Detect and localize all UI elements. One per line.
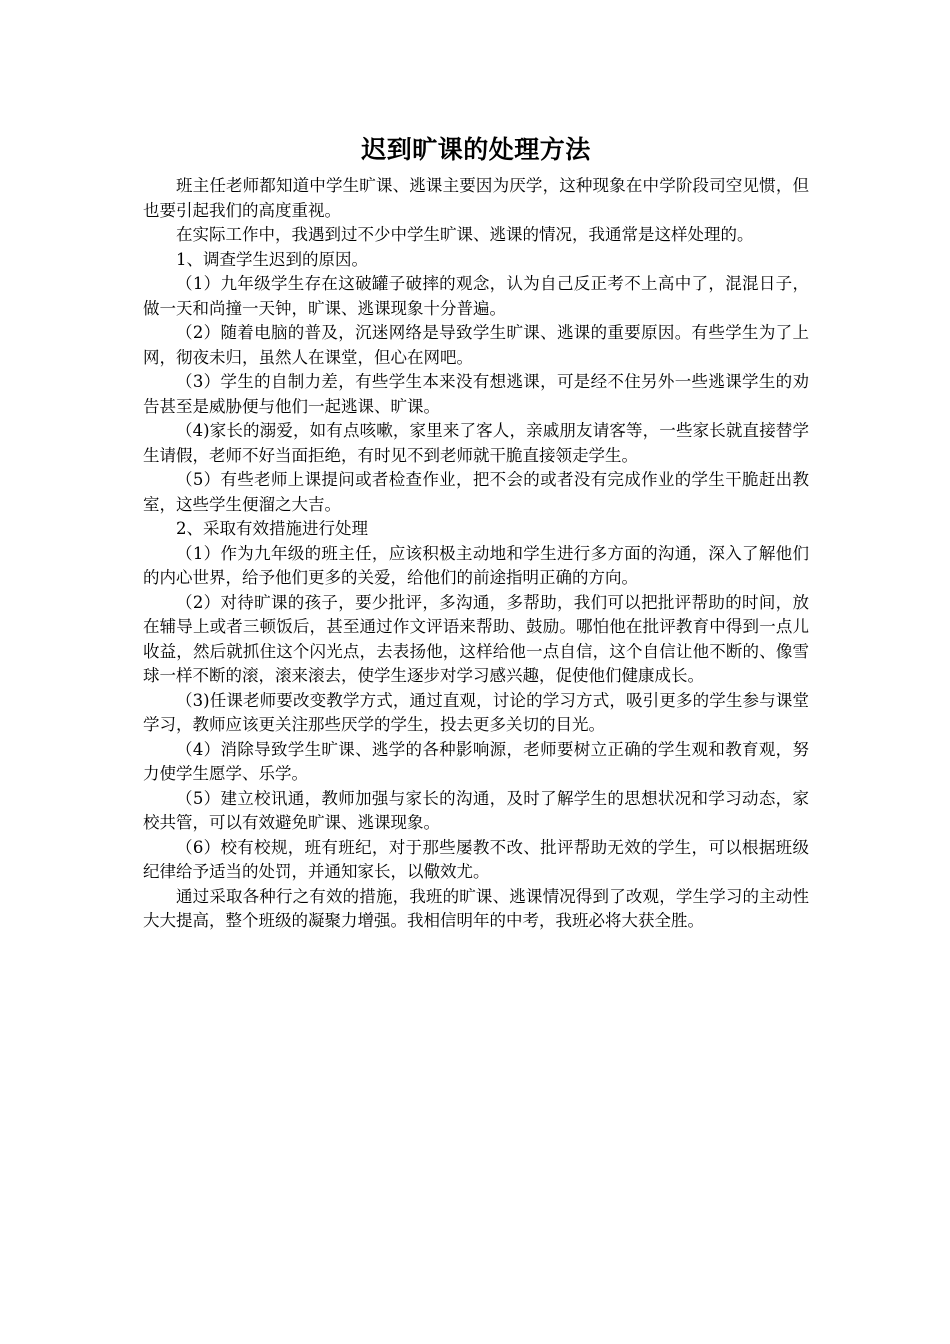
conclusion-paragraph: 通过采取各种行之有效的措施，我班的旷课、逃课情况得到了改观，学生学习的主动性大大提高，整个班级的凝聚力增强。我相信明年的中考，我班必将大获全胜。 — [143, 886, 809, 930]
list-item: （4)家长的溺爱，如有点咳嗽，家里来了客人，亲戚朋友请客等，一些家长就直接替学生请假，老师不好当面拒绝，有时见不到老师就干脆直接领走学生。 — [143, 421, 809, 465]
list-item: （6）校有校规，班有班纪，对于那些屡教不改、批评帮助无效的学生，可以根据班级纪律给予适当的处罚，并通知家长，以儆效尤。 — [143, 837, 809, 881]
document-body — [143, 132, 809, 934]
section-heading: 2、采取有效措施进行处理 — [176, 519, 368, 538]
section-heading: 1、调查学生迟到的原因。 — [176, 249, 368, 269]
list-item: （4）消除导致学生旷课、逃学的各种影响源，老师要树立正确的学生观和教育观，努力使学生愿学、乐学。 — [143, 739, 809, 783]
list-item: （1）九年级学生存在这破罐子破摔的观念，认为自己反正考不上高中了，混混日子，做一天和尚撞一天钟，旷课、逃课现象十分普遍。 — [143, 274, 809, 318]
list-item: （2）对待旷课的孩子，要少批评，多沟通，多帮助，我们可以把批评帮助的时间，放在辅导上或者三顿饭后，甚至通过作文评语来帮助、鼓励。哪怕他在批评教育中得到一点儿收益，然后就抓住这个闪光点，去表扬他，这样给他一点自信，这个自信让他不断的、像雪球一样不断的滚，滚来滚去，使学生逐步对学习感兴趣，促使他们健康成长。 — [143, 592, 809, 685]
intro-paragraph: 班主任老师都知道中学生旷课、逃课主要因为厌学，这种现象在中学阶段司空见惯，但也要引起我们的高度重视。 — [143, 176, 809, 220]
list-item: （3)任课老师要改变教学方式，通过直观，讨论的学习方式，吸引更多的学生参与课堂学习，教师应该更关注那些厌学的学生，投去更多关切的目光。 — [143, 690, 809, 734]
list-item: （5）有些老师上课提问或者检查作业，把不会的或者没有完成作业的学生干脆赶出教室，这些学生便溜之大吉。 — [143, 470, 809, 514]
list-item: （2）随着电脑的普及，沉迷网络是导致学生旷课、逃课的重要原因。有些学生为了上网，彻夜未归，虽然人在课堂，但心在网吧。 — [143, 323, 809, 367]
list-item: （3）学生的自制力差，有些学生本来没有想逃课，可是经不住另外一些逃课学生的劝告甚至是威胁便与他们一起逃课、旷课。 — [143, 372, 809, 416]
list-item: （5）建立校讯通，教师加强与家长的沟通，及时了解学生的思想状况和学习动态，家校共管，可以有效避免旷课、逃课现象。 — [143, 788, 809, 832]
list-item: （1）作为九年级的班主任，应该积极主动地和学生进行多方面的沟通，深入了解他们的内心世界，给予他们更多的关爱，给他们的前途指明正确的方向。 — [143, 543, 809, 587]
intro-paragraph: 在实际工作中，我遇到过不少中学生旷课、逃课的情况，我通常是这样处理的。 — [176, 225, 754, 244]
document-title: 迟到旷课的处理方法 — [361, 135, 591, 164]
